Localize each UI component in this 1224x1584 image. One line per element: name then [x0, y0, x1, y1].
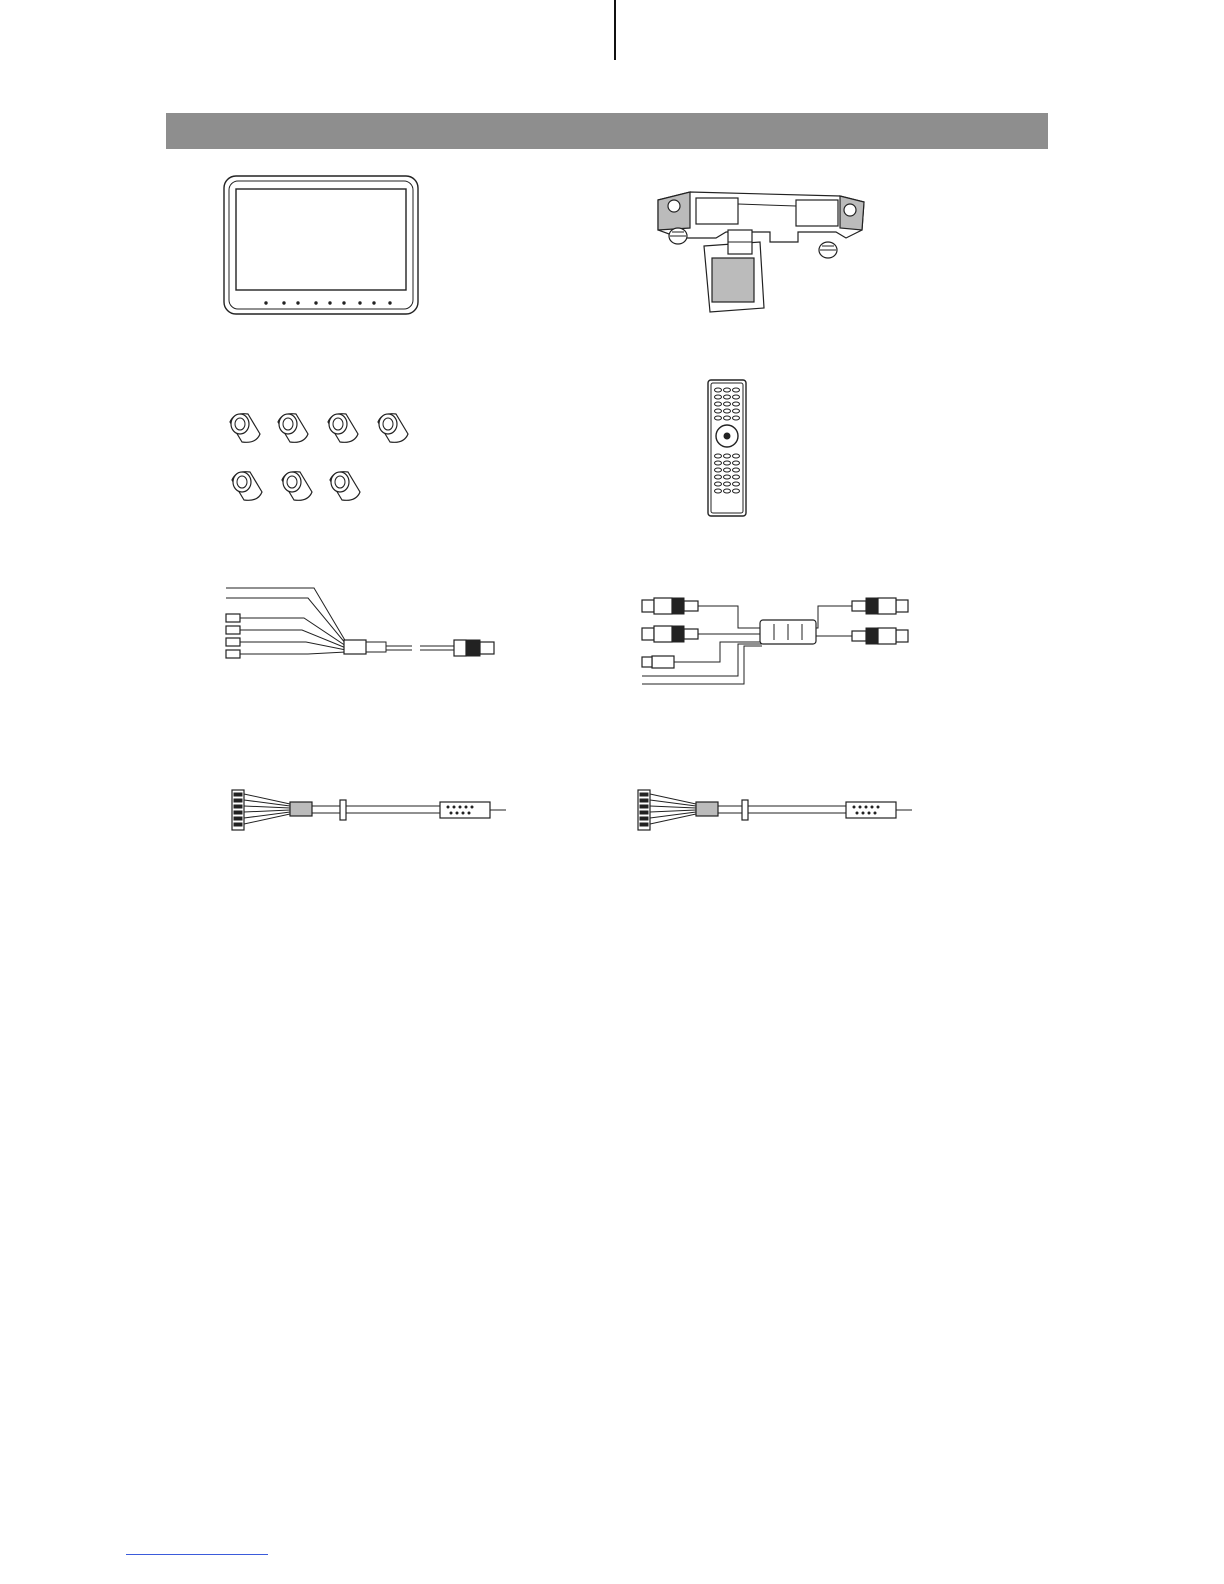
spacer-sleeve-icon — [228, 410, 418, 510]
ribbon-cable-icon — [636, 786, 916, 832]
section-header-bar — [166, 113, 1048, 149]
footnote-rule — [126, 1554, 268, 1555]
top-divider — [614, 0, 616, 60]
remote-control-icon — [706, 378, 750, 518]
headrest-bracket-icon — [650, 186, 872, 316]
av-cable-icon — [222, 584, 502, 670]
splitter-cable-icon — [638, 598, 918, 690]
ribbon-cable-icon — [230, 786, 510, 832]
lcd-monitor-icon — [222, 173, 422, 319]
